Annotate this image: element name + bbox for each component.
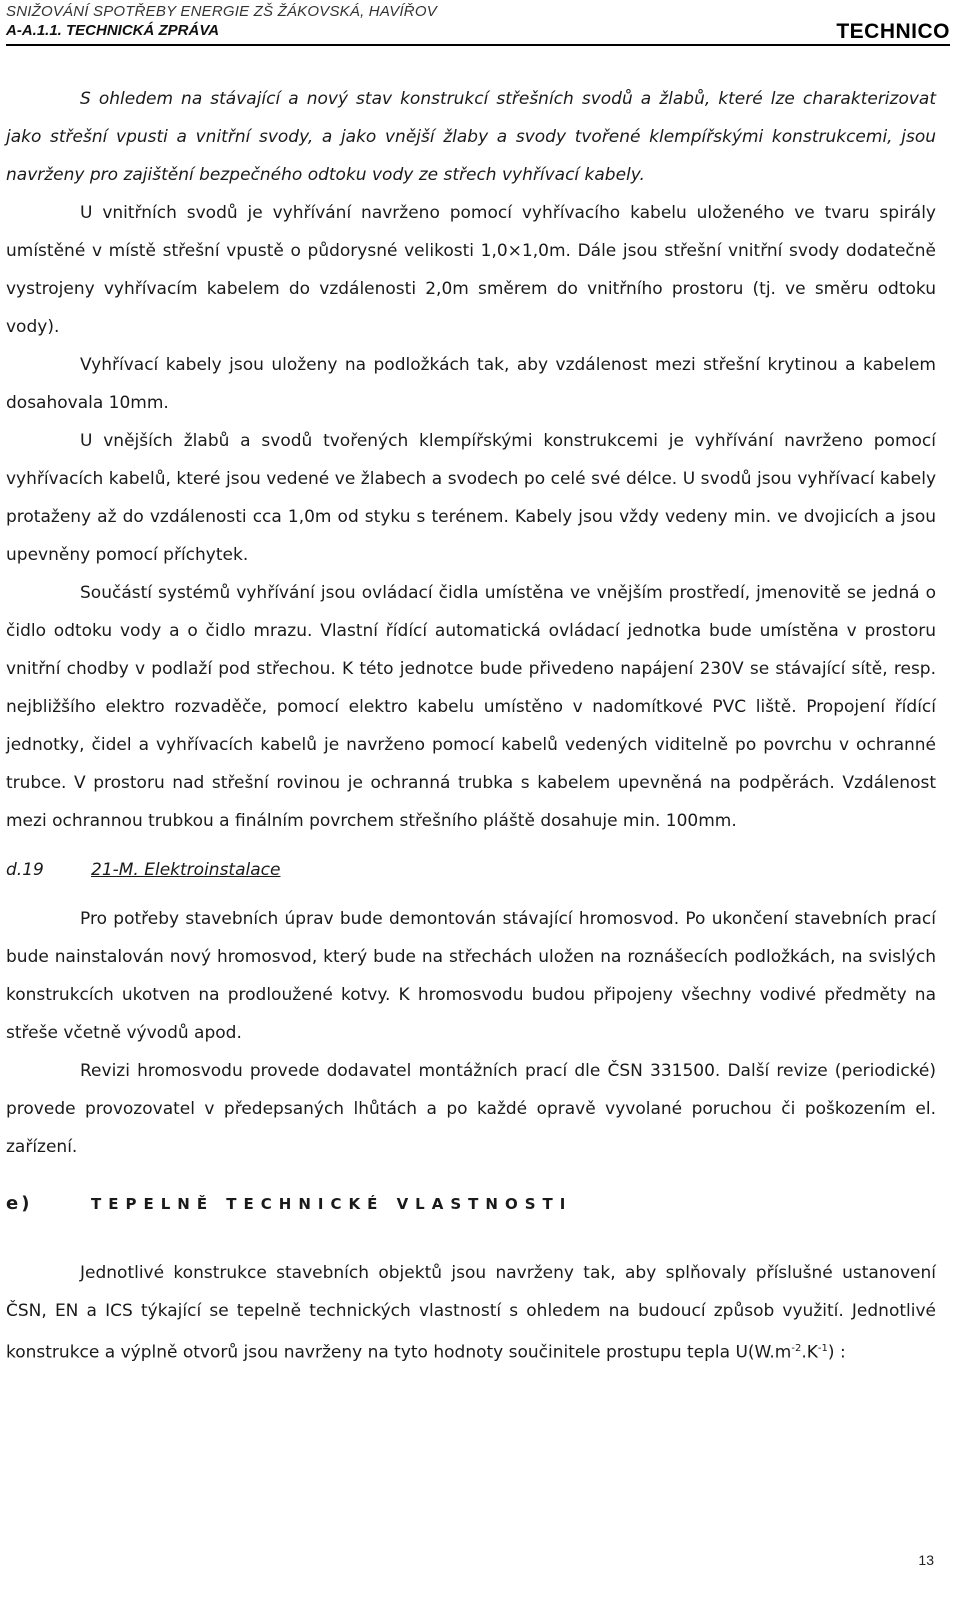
paragraph-internal-drains: U vnitřních svodů je vyhřívání navrženo pomocí vyhřívacího kabelu uloženého ve tvaru spirály umístěné v místě střešní vpustě o půdorysné velikosti 1,0×1,0m. Dále jsou střešní vnitřní svody dodatečně vystrojeny vyhřívacím kabelem do vzdálenosti 2,0m směrem do vnitřního prostoru (tj. ve směru odtoku vody). [6,203,936,337]
paragraph-roof-drains: S ohledem na stávající a nový stav konstrukcí střešních svodů a žlabů, které lze charakterizovat jako střešní vpusti a vnitřní svody, a jako vnější žlaby a svody tvořené klempířskými konstrukcemi, jsou navrženy pro zajištění bezpečného odtoku vody ze střech vyhřívací kabely. [6,89,936,185]
section-number: d.19 [6,860,44,880]
section-heading-e [6,1180,936,1228]
header-divider [6,44,950,46]
paragraph-cable-pads: Vyhřívací kabely jsou uloženy na podložkách tak, aby vzdálenost mezi střešní krytinou a kabelem dosahovala 10mm. [6,355,936,413]
paragraph-thermal [6,1254,936,1372]
project-title: SNIŽOVÁNÍ SPOTŘEBY ENERGIE ZŠ ŽÁKOVSKÁ, HAVÍŘOV [6,3,437,20]
paragraph-lightning-rod: Pro potřeby stavebních úprav bude demontován stávající hromosvod. Po ukončení stavebních prací bude nainstalován nový hromosvod, který bude na střechách uložen na roznášecích podložkách, na svislých konstrukcích ukotven na prodloužené kotvy. K hromosvodu budou připojeny všechny vodivé předměty na střeše včetně vývodů apod. [6,909,936,1043]
paragraph-revision: Revizi hromosvodu provede dodavatel montážních prací dle ČSN 331500. Další revize (periodické) provede provozovatel v předepsaných lhůtách a po každé opravě vyvolané poruchou či poškozením el. zařízení. [6,1061,936,1157]
section-title: 21-M. Elektroinstalace [91,860,281,880]
paragraph-external-gutters: U vnějších žlabů a svodů tvořených klempířskými konstrukcemi je vyhřívání navrženo pomocí vyhřívacích kabelů, které jsou vedené ve žlabech a svodech po celé své délce. U svodů jsou vyhřívací kabely protaženy až do vzdálenosti cca 1,0m od styku s terénem. Kabely jsou vždy vedeny min. ve dvojicích a jsou upevněny pomocí příchytek. [6,431,936,565]
section-heading-d19 [6,840,936,900]
exponent-2: -1 [817,1343,828,1354]
paragraph-control-sensors: Součástí systémů vyhřívání jsou ovládací čidla umístěna ve vnějším prostředí, jmenovitě se jedná o čidlo odtoku vody a o čidlo mrazu. Vlastní řídící automatická ovládací jednotka bude umístěna v prostoru vnitřní chodby v podlaží pod střechou. K této jednotce bude přivedeno napájení 230V se stávající sítě, resp. nejbližšího elektro rozvaděče, pomocí elektro kabelu umístěno v nadomítkové PVC liště. Propojení řídící jednotky, čidel a vyhřívacích kabelů je navrženo pomocí kabelů vedených viditelně po povrchu v ochranné trubce. V prostoru nad střešní rovinou je ochranná trubka s kabelem upevněná na podpěrách. Vzdálenost mezi ochrannou trubkou a finálním povrchem střešního pláště dosahuje min. 100mm. [6,583,936,831]
page-header [6,0,950,46]
company-logo: TECHNICO [836,20,950,43]
exponent-1: -2 [791,1343,802,1354]
document-title: A-A.1.1. TECHNICKÁ ZPRÁVA [6,22,220,39]
section-title: TEPELNĚ TECHNICKÉ VLASTNOSTI [91,1195,573,1213]
thermal-unit: .K [801,1342,818,1363]
section-number: e) [6,1193,33,1214]
thermal-end: ) : [827,1342,846,1363]
thermal-text: Jednotlivé konstrukce stavebních objektů jsou navrženy tak, aby splňovaly příslušné ustanovení ČSN, EN a ICS týkající se tepelně technických vlastností s ohledem na budoucí způsob využití. Jednotlivé konstrukce a výplně otvorů jsou navrženy na tyto hodnoty součinitele prostupu tepla U(W.m [6,1263,936,1363]
document-body [6,80,936,1372]
page-number: 13 [918,1552,934,1568]
